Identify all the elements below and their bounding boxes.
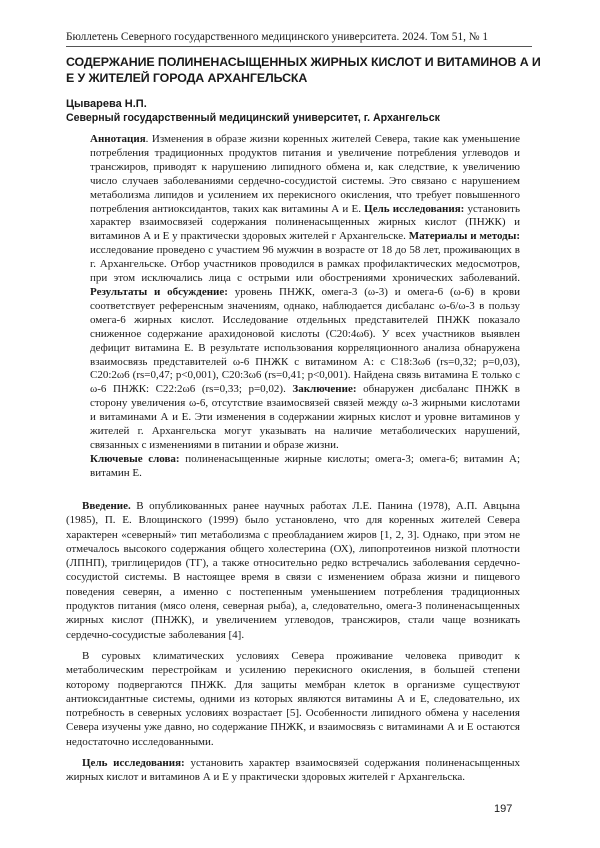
keywords-label: Ключевые слова: (90, 452, 180, 465)
abstract-results-text: уровень ПНЖК, омега-3 (ω-3) и омега-6 (ω-6) в крови соответствует референсным значениям, однако, наблюдается дисбаланс ω-6/ω-3 в пользу омега-6 жирных кислот. Исследование отдельных представителей ПНЖК показало сниженное содержание арахидоновой кислоты (С20:4ω6). У всех участников выявлен дефицит витамина Е. В результате использования корреляционного анализа обнаружена взаимосвязь представителей ω-6 ПНЖК с витамином А: с С18:3ω6 (rs=0,32; p=0,03), С20:2ω6 (rs=0,47; p<0,001), С20:3ω6 (rs=0,41; p<0,001). Найдена связь витамина Е только с ω-6 ПНЖК: С22:2ω6 (rs=0,33; p=0,02). (90, 285, 521, 396)
abstract-intro-text: . Изменения в образе жизни коренных жителей Севера, такие как уменьшение потребления традиционных продуктов питания и увеличение потребления углеводов и трансжиров, приводят к нарушению липидного обмена и, как следствие, к увеличению число случаев заболеваниями сердечно-сосудистой системы. Это связано с нарушением метаболизма липидов и усилением их перекисного окисления, что требует повышенного потребления антиоксидантов, таких как витамины А и Е. (90, 133, 520, 215)
article-title: СОДЕРЖАНИЕ ПОЛИНЕНАСЫЩЕННЫХ ЖИРНЫХ КИСЛОТ И ВИТАМИНОВ А И Е У ЖИТЕЛЕЙ ГОРОДА АРХАНГЕЛЬСКА (66, 55, 541, 85)
abstract-label: Аннотация (90, 133, 146, 145)
author-name: Цыварева Н.П. (66, 98, 147, 110)
intro-text: В опубликованных ранее научных работах Л.Е. Панина (1978), А.П. Авцына (1985), П. Е. Влощинского (1999) было установлено, что для коренных жителей Севера характерен «северный» тип метаболизма с преобладанием жиров [1, 2, 3]. Однако, при этом не отмечалось высокого содержания общего холестерина (ОХ), липопротеинов низкой плотности (ЛПНП), триглицеридов (ТГ), а также относительно редко встречались заболевания сердечно-сосудистой системы. В настоящее время в связи с изменением образа жизни и пищевого поведения северян, а именно с постепенным уменьшением потребления традиционных продуктов питания (мясо оленя, северная рыба), а, следовательно, омега-3 полиненасыщенных жирных кислот (ПНЖК), и увеличением углеводов, трансжиров, стали чаще возникать сердечно-сосудистые заболевания [4]. (66, 500, 520, 641)
abstract-conclusion-text: обнаружен дисбаланс ПНЖК в сторону увеличения ω-6, отсутствие взаимосвязей связей между ω-3 жирными кислотами и витаминами А и Е. Эти изменения в содержании жирных кислот и уровне витаминов у жителей г. Архангельска могут указывать на наличие метаболических нарушений, связанных с изменениями в питании и образе жизни. (90, 383, 520, 451)
abstract-conclusion-label: Заключение: (292, 383, 357, 396)
keywords-paragraph (90, 453, 520, 481)
aim-text: установить характер взаимосвязей содержания полиненасыщенных жирных кислот и витаминов А и Е у практически здоровых жителей г Архангельска. (66, 757, 520, 784)
abstract-methods-label: Материалы и методы: (408, 230, 521, 243)
body-paragraph-2: В суровых климатических условиях Севера проживание человека приводит к метаболическим перестройкам и усилению перекисного окисления, в большей степени которому подвергаются ПНЖК. Для защиты мембран клеток в организме существуют антиоксидантные системы, одними из которых являются витамины А и Е, следовательно, их потребность в северных условиях возрастает [5]. Особенности липидного обмена у населения Севера изучены уже давно, но содержание ПНЖК, и взаимосвязь с витаминами А и Е остаются недостаточно исследованными. (66, 649, 520, 748)
page-number: 197 (494, 803, 513, 815)
abstract-aim-text: установить характер взаимосвязей содержания полиненасыщенных жирных кислот (ПНЖК) и витаминов А и Е у практически здоровых жителей г Архангельске. (90, 202, 520, 243)
aim-label: Цель исследования: (82, 757, 185, 770)
intro-label: Введение. (82, 500, 131, 512)
journal-header: Бюллетень Северного государственного медицинского университета. 2024. Том 51, № 1 (66, 31, 488, 43)
abstract-aim-label: Цель исследования: (364, 202, 465, 215)
article-body (66, 499, 520, 785)
abstract-section (90, 133, 520, 481)
header-divider (66, 46, 532, 47)
abstract-methods-text: исследование проведено с участием 96 мужчин в возрасте от 18 до 58 лет, проживающих в г. Архангельске. Отбор участников проводился в рамках профилактических медосмотров, при этом исключались лица с острыми или обострениями хронических заболеваний. (90, 244, 520, 285)
intro-paragraph (66, 499, 520, 642)
aim-paragraph (66, 756, 520, 785)
abstract-paragraph (90, 133, 520, 453)
abstract-results-label: Результаты и обсуждение: (90, 285, 228, 298)
keywords-text: полиненасыщенные жирные кислоты; омега-3; омега-6; витамин А; витамин Е. (90, 452, 521, 479)
author-affiliation: Северный государственный медицинский университет, г. Архангельск (66, 112, 440, 124)
